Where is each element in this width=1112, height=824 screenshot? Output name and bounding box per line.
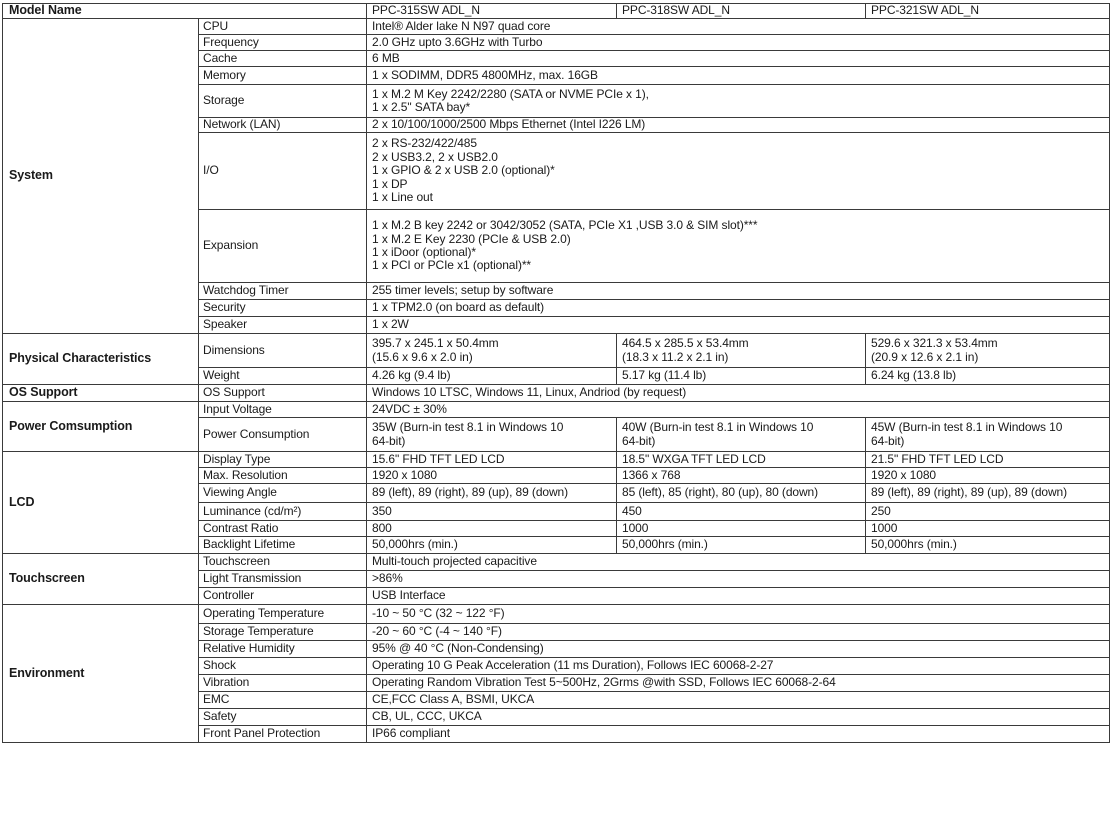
category-cell: System — [3, 19, 199, 334]
spec-value: 1000 — [617, 521, 866, 537]
spec-value: 45W (Burn-in test 8.1 in Windows 10 64-bit) — [866, 418, 1110, 452]
spec-label: Backlight Lifetime — [199, 537, 367, 554]
spec-value: 5.17 kg (11.4 lb) — [617, 368, 866, 385]
spec-value: Intel® Alder lake N N97 quad core — [367, 19, 1110, 35]
spec-value: Operating 10 G Peak Acceleration (11 ms Duration), Follows IEC 60068-2-27 — [367, 658, 1110, 675]
spec-value: 464.5 x 285.5 x 53.4mm (18.3 x 11.2 x 2.1 in) — [617, 334, 866, 368]
spec-value: 1 x TPM2.0 (on board as default) — [367, 300, 1110, 317]
spec-label: Memory — [199, 67, 367, 85]
spec-label: Weight — [199, 368, 367, 385]
spec-value: 250 — [866, 503, 1110, 521]
spec-value: >86% — [367, 571, 1110, 588]
category-cell: Touchscreen — [3, 554, 199, 605]
spec-value: 1 x M.2 B key 2242 or 3042/3052 (SATA, PCIe X1 ,USB 3.0 & SIM slot)*** 1 x M.2 E Key 2230 (PCIe & USB 2.0) 1 x iDoor (optional)* 1 x PCI or PCIe x1 (optional)** — [367, 210, 1110, 283]
spec-value: 6.24 kg (13.8 lb) — [866, 368, 1110, 385]
spec-value: 4.26 kg (9.4 lb) — [367, 368, 617, 385]
spec-value: 350 — [367, 503, 617, 521]
spec-row — [3, 452, 1110, 468]
spec-label: Watchdog Timer — [199, 283, 367, 300]
spec-label: Dimensions — [199, 334, 367, 368]
spec-value: 95% @ 40 °C (Non-Condensing) — [367, 641, 1110, 658]
spec-value: 40W (Burn-in test 8.1 in Windows 10 64-bit) — [617, 418, 866, 452]
model-name-cell: PPC-315SW ADL_N — [367, 4, 617, 19]
spec-value: 15.6" FHD TFT LED LCD — [367, 452, 617, 468]
spec-label: Storage Temperature — [199, 624, 367, 641]
spec-value: 18.5" WXGA TFT LED LCD — [617, 452, 866, 468]
spec-label: Luminance (cd/m²) — [199, 503, 367, 521]
model-name-cell: PPC-318SW ADL_N — [617, 4, 866, 19]
header-row — [3, 4, 1110, 19]
spec-value: Windows 10 LTSC, Windows 11, Linux, Andriod (by request) — [367, 385, 1110, 402]
spec-value: IP66 compliant — [367, 726, 1110, 743]
spec-label: I/O — [199, 133, 367, 210]
spec-value: USB Interface — [367, 588, 1110, 605]
category-cell: Physical Characteristics — [3, 334, 199, 385]
spec-label: Cache — [199, 51, 367, 67]
spec-label: Controller — [199, 588, 367, 605]
spec-label: Front Panel Protection — [199, 726, 367, 743]
spec-label: Touchscreen — [199, 554, 367, 571]
model-name-label: Model Name — [3, 4, 367, 19]
spec-label: Contrast Ratio — [199, 521, 367, 537]
spec-value: 1 x 2W — [367, 317, 1110, 334]
model-name-cell: PPC-321SW ADL_N — [866, 4, 1110, 19]
spec-value: Operating Random Vibration Test 5~500Hz, 2Grms @with SSD, Follows IEC 60068-2-64 — [367, 675, 1110, 692]
spec-value: 2.0 GHz upto 3.6GHz with Turbo — [367, 35, 1110, 51]
spec-value: 35W (Burn-in test 8.1 in Windows 10 64-bit) — [367, 418, 617, 452]
spec-label: OS Support — [199, 385, 367, 402]
category-cell: Environment — [3, 605, 199, 743]
spec-label: Operating Temperature — [199, 605, 367, 624]
spec-value: CE,FCC Class A, BSMI, UKCA — [367, 692, 1110, 709]
spec-label: Relative Humidity — [199, 641, 367, 658]
spec-row — [3, 402, 1110, 418]
spec-label: Display Type — [199, 452, 367, 468]
spec-label: Power Consumption — [199, 418, 367, 452]
spec-value: 1 x M.2 M Key 2242/2280 (SATA or NVME PCIe x 1), 1 x 2.5" SATA bay* — [367, 85, 1110, 118]
spec-label: Expansion — [199, 210, 367, 283]
spec-row — [3, 554, 1110, 571]
spec-row — [3, 605, 1110, 624]
spec-value: 2 x RS-232/422/485 2 x USB3.2, 2 x USB2.0 1 x GPIO & 2 x USB 2.0 (optional)* 1 x DP 1 x Line out — [367, 133, 1110, 210]
spec-label: Viewing Angle — [199, 484, 367, 503]
spec-value: 1920 x 1080 — [367, 468, 617, 484]
spec-value: 1366 x 768 — [617, 468, 866, 484]
spec-value: 2 x 10/100/1000/2500 Mbps Ethernet (Intel I226 LM) — [367, 118, 1110, 133]
spec-value: 89 (left), 89 (right), 89 (up), 89 (down) — [367, 484, 617, 503]
category-cell: OS Support — [3, 385, 199, 402]
spec-row — [3, 385, 1110, 402]
spec-value: 800 — [367, 521, 617, 537]
spec-label: Light Transmission — [199, 571, 367, 588]
spec-table — [2, 3, 1110, 743]
spec-label: Network (LAN) — [199, 118, 367, 133]
category-cell: Power Comsumption — [3, 402, 199, 452]
spec-value: -10 ~ 50 °C (32 ~ 122 °F) — [367, 605, 1110, 624]
spec-value: 21.5" FHD TFT LED LCD — [866, 452, 1110, 468]
spec-label: Storage — [199, 85, 367, 118]
spec-value: 6 MB — [367, 51, 1110, 67]
spec-value: 1920 x 1080 — [866, 468, 1110, 484]
spec-row — [3, 19, 1110, 35]
spec-value: 50,000hrs (min.) — [367, 537, 617, 554]
spec-label: Frequency — [199, 35, 367, 51]
spec-value: 395.7 x 245.1 x 50.4mm (15.6 x 9.6 x 2.0 in) — [367, 334, 617, 368]
spec-value: 1000 — [866, 521, 1110, 537]
spec-value: 24VDC ± 30% — [367, 402, 1110, 418]
spec-label: Security — [199, 300, 367, 317]
spec-label: CPU — [199, 19, 367, 35]
spec-label: Input Voltage — [199, 402, 367, 418]
spec-label: Vibration — [199, 675, 367, 692]
spec-value: -20 ~ 60 °C (-4 ~ 140 °F) — [367, 624, 1110, 641]
spec-label: EMC — [199, 692, 367, 709]
spec-label: Max. Resolution — [199, 468, 367, 484]
spec-value: 529.6 x 321.3 x 53.4mm (20.9 x 12.6 x 2.1 in) — [866, 334, 1110, 368]
spec-value: CB, UL, CCC, UKCA — [367, 709, 1110, 726]
spec-value: 450 — [617, 503, 866, 521]
spec-value: 89 (left), 89 (right), 89 (up), 89 (down) — [866, 484, 1110, 503]
spec-value: 1 x SODIMM, DDR5 4800MHz, max. 16GB — [367, 67, 1110, 85]
spec-value: 85 (left), 85 (right), 80 (up), 80 (down) — [617, 484, 866, 503]
spec-value: Multi-touch projected capacitive — [367, 554, 1110, 571]
spec-label: Speaker — [199, 317, 367, 334]
category-cell: LCD — [3, 452, 199, 554]
spec-label: Safety — [199, 709, 367, 726]
spec-value: 50,000hrs (min.) — [866, 537, 1110, 554]
spec-value: 50,000hrs (min.) — [617, 537, 866, 554]
spec-value: 255 timer levels; setup by software — [367, 283, 1110, 300]
spec-label: Shock — [199, 658, 367, 675]
spec-row — [3, 334, 1110, 368]
